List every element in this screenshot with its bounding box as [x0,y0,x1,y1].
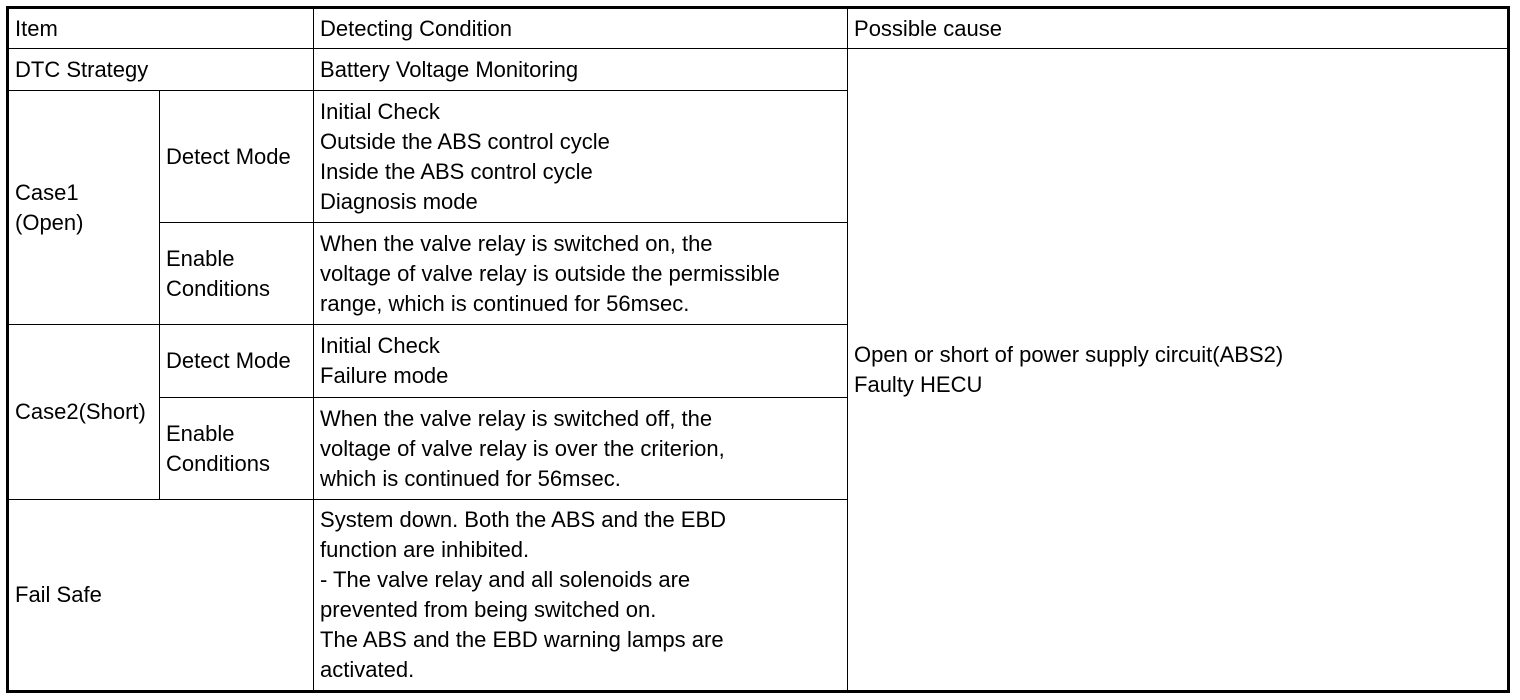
case1-enable-line: range, which is continued for 56msec. [320,290,690,316]
fail-safe-line: function are inhibited. [320,537,530,562]
case1-detect-line: Inside the ABS control cycle [320,158,593,184]
case1-label [8,91,160,325]
dtc-strategy-row [8,49,1509,91]
fail-safe-line: activated. [320,657,415,682]
dtc-strategy-label: DTC Strategy [8,49,314,91]
case2-detect-mode-label: Detect Mode [160,325,314,398]
case1-enable-label [160,223,314,325]
fail-safe-line: The ABS and the EBD warning lamps are [320,627,724,652]
case1-detect-mode-value [314,91,848,223]
case2-enable-line: When the valve relay is switched off, the [320,405,713,431]
case2-detect-line: Failure mode [320,363,449,388]
case1-detect-line: Diagnosis mode [320,188,478,214]
case2-detect-mode-value [314,325,848,398]
possible-cause-line: Faulty HECU [854,371,983,397]
case2-enable-line: voltage of valve relay is over the criterion, [320,435,725,461]
case2-enable-value [314,398,848,500]
possible-cause-cell [848,49,1509,692]
case1-enable-value [314,223,848,325]
case1-enable-line: When the valve relay is switched on, the [320,230,713,256]
fail-safe-line: prevented from being switched on. [320,597,657,622]
fail-safe-line: - The valve relay and all solenoids are [320,567,691,592]
case2-detect-line: Initial Check [320,333,440,358]
header-item: Item [8,8,314,49]
case1-enable-label-line: Conditions [166,275,270,301]
header-possible-cause: Possible cause [848,8,1509,49]
case1-detect-mode-label: Detect Mode [160,91,314,223]
case2-enable-label-line: Enable [166,420,235,446]
case1-detect-line: Initial Check [320,98,440,124]
case1-enable-label-line: Enable [166,245,235,271]
case1-detect-line: Outside the ABS control cycle [320,128,610,154]
dtc-spec-table-wrapper [6,6,1510,693]
fail-safe-line: System down. Both the ABS and the EBD [320,507,727,532]
fail-safe-label: Fail Safe [8,500,314,692]
case1-label-line: Case1 [15,179,79,205]
case1-label-line: (Open) [15,209,84,235]
case2-enable-label [160,398,314,500]
dtc-spec-table [6,6,1510,693]
fail-safe-value [314,500,848,692]
case2-enable-line: which is continued for 56msec. [320,465,621,491]
header-detecting-condition: Detecting Condition [314,8,848,49]
case2-enable-label-line: Conditions [166,450,270,476]
case2-label: Case2(Short) [8,325,160,500]
possible-cause-line: Open or short of power supply circuit(ABS2) [854,341,1284,367]
dtc-strategy-value: Battery Voltage Monitoring [314,49,848,91]
case1-enable-line: voltage of valve relay is outside the permissible [320,260,780,286]
header-row [8,8,1509,49]
